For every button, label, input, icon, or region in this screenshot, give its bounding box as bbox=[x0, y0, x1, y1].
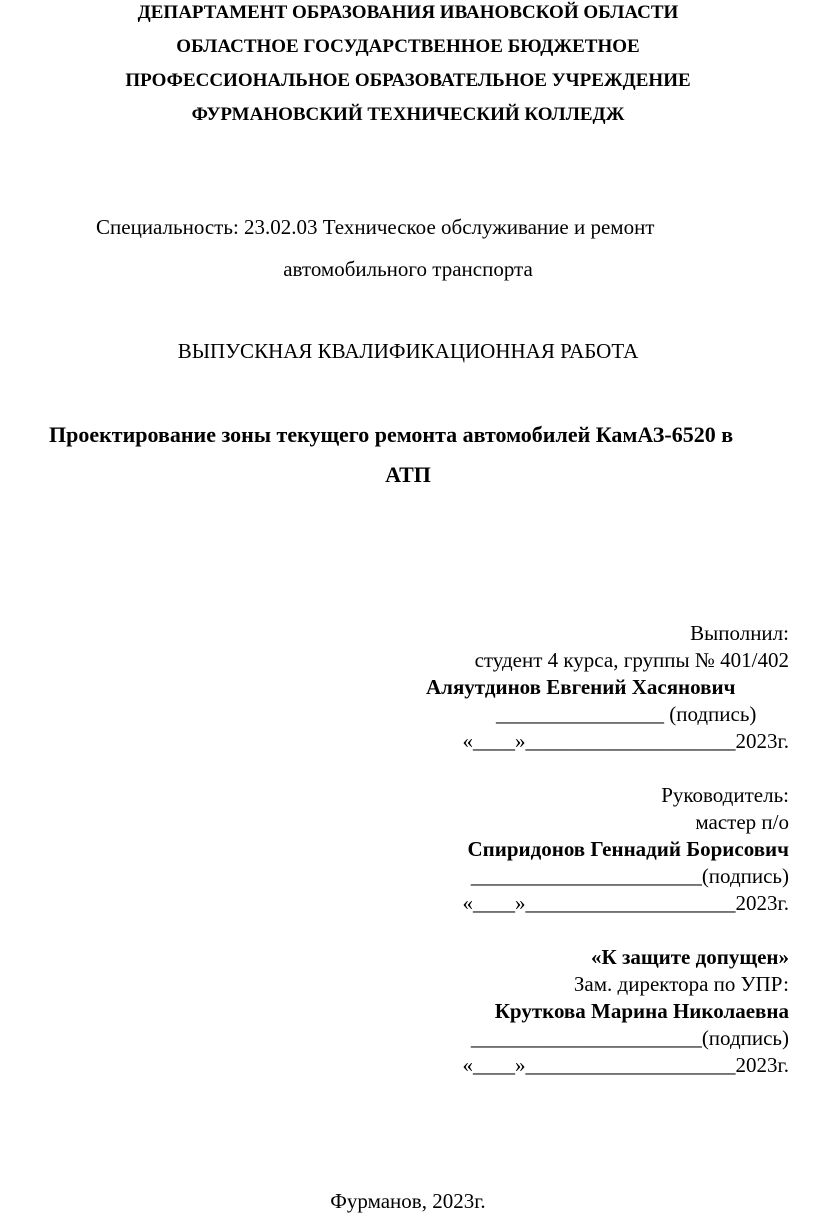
header-line-1: ДЕПАРТАМЕНТ ОБРАЗОВАНИЯ ИВАНОВСКОЙ ОБЛАСТИ bbox=[137, 2, 679, 23]
approval-signature: ______________________(подпись) bbox=[470, 1026, 789, 1050]
topic-line-2: АТП bbox=[385, 462, 431, 487]
student-name: Аляутдинов Евгений Хасянович bbox=[426, 675, 736, 699]
footer-city-year: Фурманов, 2023г. bbox=[330, 1189, 486, 1213]
header-line-3: ПРОФЕССИОНАЛЬНОЕ ОБРАЗОВАТЕЛЬНОЕ УЧРЕЖДЕНИЕ bbox=[125, 70, 691, 91]
approval-position: Зам. директора по УПР: bbox=[573, 972, 789, 996]
supervisor-position: мастер п/о bbox=[695, 810, 789, 834]
student-signature: ________________ (подпись) bbox=[496, 702, 757, 726]
specialty-line-1: Специальность: 23.02.03 Техническое обслуживание и ремонт bbox=[96, 215, 655, 239]
supervisor-label: Руководитель: bbox=[661, 783, 789, 807]
student-date: «____»____________________2023г. bbox=[462, 729, 789, 753]
topic-line-1: Проектирование зоны текущего ремонта автомобилей КамАЗ-6520 в bbox=[49, 422, 734, 447]
approval-name: Круткова Марина Николаевна bbox=[494, 999, 789, 1023]
supervisor-signature: ______________________(подпись) bbox=[470, 864, 789, 888]
student-label: Выполнил: bbox=[690, 621, 789, 645]
supervisor-date: «____»____________________2023г. bbox=[462, 891, 789, 915]
approval-label: «К защите допущен» bbox=[590, 945, 789, 969]
work-type-title: ВЫПУСКНАЯ КВАЛИФИКАЦИОННАЯ РАБОТА bbox=[177, 339, 639, 363]
header-line-2: ОБЛАСТНОЕ ГОСУДАРСТВЕННОЕ БЮДЖЕТНОЕ bbox=[176, 36, 640, 57]
specialty-line-2: автомобильного транспорта bbox=[283, 257, 533, 281]
approval-date: «____»____________________2023г. bbox=[462, 1053, 789, 1077]
student-group: студент 4 курса, группы № 401/402 bbox=[474, 648, 789, 672]
supervisor-name: Спиридонов Геннадий Борисович bbox=[467, 837, 789, 861]
header-line-4: ФУРМАНОВСКИЙ ТЕХНИЧЕСКИЙ КОЛЛЕДЖ bbox=[191, 104, 625, 125]
